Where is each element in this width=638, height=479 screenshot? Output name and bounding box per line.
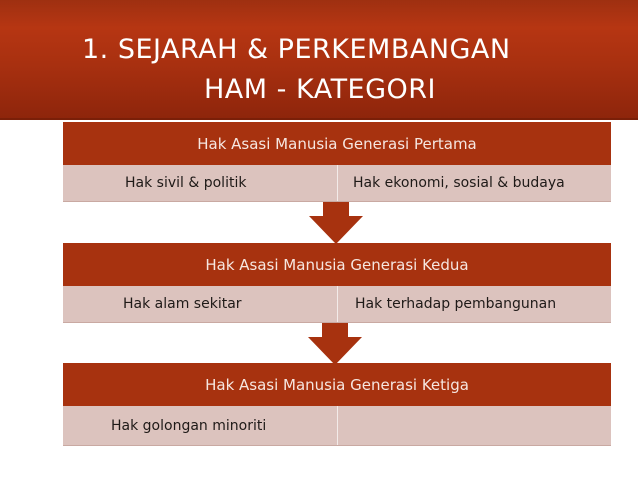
banner-shade xyxy=(0,0,638,28)
generation-1-row xyxy=(63,165,611,202)
generation-1-header: Hak Asasi Manusia Generasi Pertama xyxy=(63,122,611,165)
generation-3-header: Hak Asasi Manusia Generasi Ketiga xyxy=(63,363,611,406)
generation-1-cell-2: Hak ekonomi, sosial & budaya xyxy=(337,165,611,201)
title-line-1: 1. SEJARAH & PERKEMBANGAN xyxy=(82,34,511,65)
slide-title xyxy=(60,30,580,110)
arrow-down-icon xyxy=(308,323,362,365)
generation-3-cell-2 xyxy=(337,406,611,445)
title-banner xyxy=(0,0,638,120)
generation-1-cell-1: Hak sivil & politik xyxy=(125,175,247,191)
generation-2-cell-2: Hak terhadap pembangunan xyxy=(337,286,611,322)
generation-2-table xyxy=(63,243,611,323)
generation-2-header: Hak Asasi Manusia Generasi Kedua xyxy=(63,243,611,286)
generation-3-cell-1: Hak golongan minoriti xyxy=(111,417,267,434)
generation-1-table xyxy=(63,122,611,202)
arrow-down-icon xyxy=(309,202,363,244)
generation-2-row xyxy=(63,286,611,323)
generation-2-cell-1: Hak alam sekitar xyxy=(123,296,242,312)
generation-3-row xyxy=(63,406,611,446)
title-line-2: HAM - KATEGORI xyxy=(203,74,437,105)
generation-3-table xyxy=(63,363,611,446)
